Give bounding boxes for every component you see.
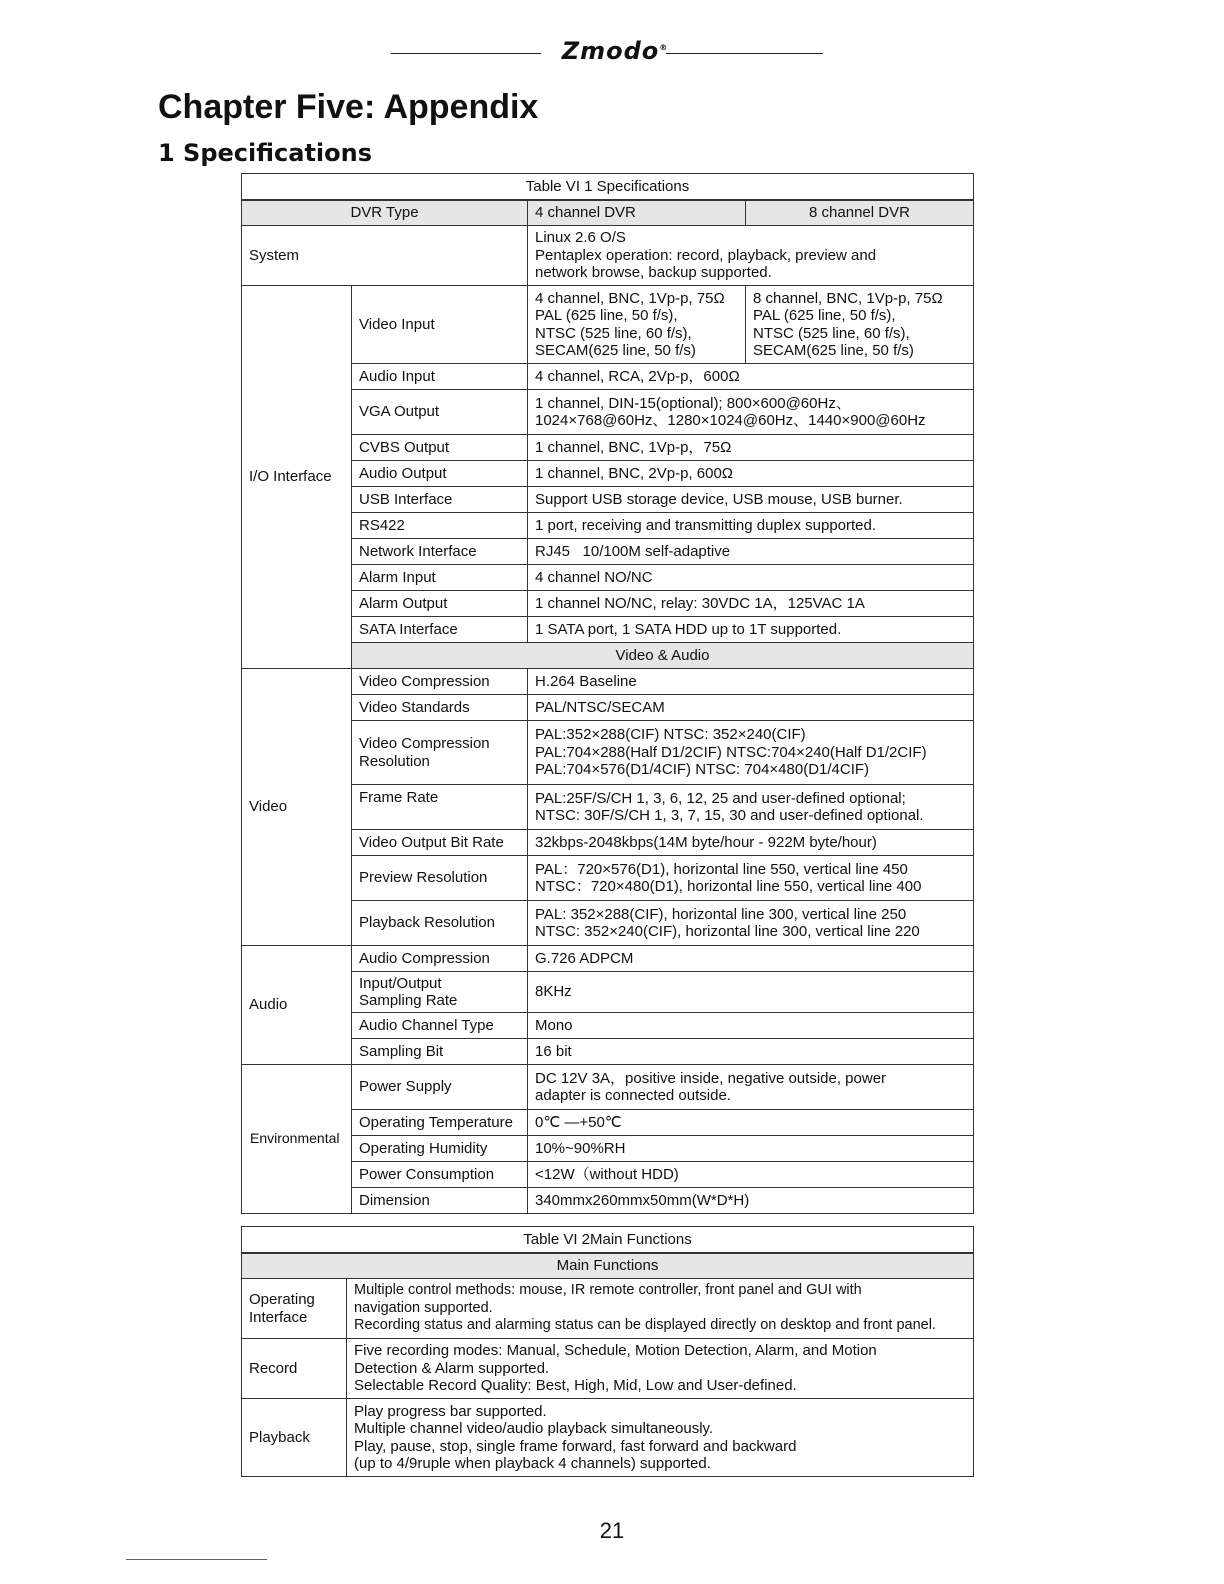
row-value [347,1339,974,1399]
row-value [347,1399,974,1477]
row-value: PAL/NTSC/SECAM [528,695,974,721]
header-rule-left [391,53,541,54]
row-value [528,785,974,830]
row-label: Audio Input [352,364,528,390]
table-row [242,226,974,286]
row-label: Sampling Bit [352,1039,528,1065]
value-line: NTSC (525 line, 60 f/s), [535,324,692,342]
col-8ch: 8 channel DVR [746,200,974,226]
table-row [242,1162,974,1188]
row-value: 1 channel, BNC, 2Vp-p, 600Ω [528,461,974,487]
value-line: Linux 2.6 O/S [535,229,626,247]
row-label: Operating Humidity [352,1136,528,1162]
row-value [347,1279,974,1339]
table-row [242,539,974,565]
section-heading-video-audio: Video & Audio [352,643,974,669]
row-label: USB Interface [352,487,528,513]
value-line: PAL (625 line, 50 f/s), [753,307,896,324]
row-label: System [242,226,528,286]
table-row [242,390,974,435]
group-label: Environmental [242,1065,352,1214]
page-number: 21 [599,1518,625,1543]
table-row [242,1065,974,1110]
value-line: PAL:352×288(CIF) NTSC: 352×240(CIF) [535,726,806,744]
table-row [242,487,974,513]
value-line: PAL (625 line, 50 f/s), [535,307,678,324]
value-line: Play progress bar supported. [354,1402,547,1420]
row-value: 16 bit [528,1039,974,1065]
table-row [242,972,974,1013]
value-line: NTSC (525 line, 60 f/s), [753,324,910,342]
row-label: Video Compression [352,669,528,695]
row-value: 4 channel NO/NC [528,565,974,591]
value-line: Play, pause, stop, single frame forward, fast forward and backward [354,1437,797,1455]
row-value: 8KHz [528,972,974,1013]
label-line: Video Compression [359,735,490,752]
row-label: Power Consumption [352,1162,528,1188]
value-line: Multiple channel video/audio playback simultaneously. [354,1420,714,1437]
table-row [242,617,974,643]
row-value [528,390,974,435]
col-4ch: 4 channel DVR [528,200,746,226]
value-line: Selectable Record Quality: Best, High, Mid, Low and User-defined. [354,1377,797,1395]
row-value [528,856,974,901]
value-line: SECAM(625 line, 50 f/s) [753,342,914,359]
row-value: 32kbps-2048kbps(14M byte/hour - 922M byte/hour) [528,830,974,856]
row-label [352,972,528,1013]
row-label: Frame Rate [352,785,528,830]
row-value: 1 channel, BNC, 1Vp-p，75Ω [528,435,974,461]
row-label: Record [242,1339,347,1399]
row-label: SATA Interface [352,617,528,643]
table-row [242,721,974,785]
row-label: Playback [242,1399,347,1477]
table-row [242,591,974,617]
label-line: Resolution [359,752,430,770]
row-label: Preview Resolution [352,856,528,901]
group-label: Audio [242,946,352,1065]
table-row [242,695,974,721]
row-label [352,721,528,785]
label-line: Input/Output [359,974,442,992]
value-line: 1024×768@60Hz、1280×1024@60Hz、1440×900@60Hz [535,412,926,429]
header-rule-right [666,53,823,54]
value-line: navigation supported. [354,1299,493,1316]
value-line: NTSC：720×480(D1), horizontal line 550, vertical line 400 [535,878,922,895]
row-label: Video Output Bit Rate [352,830,528,856]
table-row [242,1188,974,1214]
table-row [242,901,974,946]
row-label: Alarm Output [352,591,528,617]
section-heading-row [242,643,974,669]
row-label: Audio Compression [352,946,528,972]
row-value: 10%~90%RH [528,1136,974,1162]
label-line: Operating [249,1291,315,1308]
value-line: PAL：720×576(D1), horizontal line 550, vertical line 450 [535,860,908,878]
value-line: Five recording modes: Manual, Schedule, Motion Detection, Alarm, and Motion [354,1342,877,1360]
row-label: VGA Output [352,390,528,435]
row-value [528,721,974,785]
functions-table-caption: Table VI 2Main Functions [242,1227,974,1253]
row-value [528,286,746,364]
table-row [242,856,974,901]
table-row [242,461,974,487]
value-line: PAL:704×288(Half D1/2CIF) NTSC:704×240(Half D1/2CIF) [535,743,927,761]
value-line: NTSC: 352×240(CIF), horizontal line 300, vertical line 220 [535,923,920,940]
row-label: CVBS Output [352,435,528,461]
table-row [242,435,974,461]
row-value [528,901,974,946]
group-label: Video [242,669,352,946]
footnote-rule [126,1559,267,1560]
value-line: PAL: 352×288(CIF), horizontal line 300, vertical line 250 [535,905,907,923]
chapter-title: Chapter Five: Appendix [158,88,539,126]
row-value: H.264 Baseline [528,669,974,695]
row-label: Video Input [352,286,528,364]
row-value: Mono [528,1013,974,1039]
table-row [242,1039,974,1065]
col-dvr-type: DVR Type [242,200,528,226]
row-label: Playback Resolution [352,901,528,946]
row-value: 0℃ —+50℃ [528,1110,974,1136]
row-label: Dimension [352,1188,528,1214]
table-row [242,1136,974,1162]
table-row [242,669,974,695]
row-value: RJ45 10/100M self-adaptive [528,539,974,565]
value-line: Recording status and alarming status can be displayed directly on desktop and front panel. [354,1317,936,1334]
row-label: Network Interface [352,539,528,565]
table-row [242,286,974,364]
row-label: Video Standards [352,695,528,721]
value-line: adapter is connected outside. [535,1087,731,1104]
value-line: NTSC: 30F/S/CH 1, 3, 7, 15, 30 and user-defined optional. [535,807,924,824]
label-line: Sampling Rate [359,992,458,1009]
row-value: <12W（without HDD) [528,1162,974,1188]
row-value [746,286,974,364]
spec-table-caption: Table VI 1 Specifications [242,174,974,200]
value-line: DC 12V 3A，positive inside, negative outside, power [535,1069,887,1087]
functions-heading: Main Functions [242,1253,974,1279]
value-line: 4 channel, BNC, 1Vp-p, 75Ω [535,289,725,307]
value-line: PAL:704×576(D1/4CIF) NTSC: 704×480(D1/4CIF) [535,761,870,779]
row-label: Alarm Input [352,565,528,591]
table-row [242,1339,974,1399]
value-line: (up to 4/9ruple when playback 4 channels) supported. [354,1455,711,1472]
row-value: 1 SATA port, 1 SATA HDD up to 1T supported. [528,617,974,643]
value-line: Pentaplex operation: record, playback, preview and [535,246,877,264]
table-row [242,1013,974,1039]
table-row [242,1279,974,1339]
row-label [242,1279,347,1339]
value-line: Detection & Alarm supported. [354,1359,550,1377]
value-line: PAL:25F/S/CH 1, 3, 6, 12, 25 and user-defined optional; [535,789,906,807]
row-label: Audio Output [352,461,528,487]
row-value [528,226,974,286]
spec-table-caption-row [242,174,974,200]
group-label: I/O Interface [242,286,352,669]
row-label: Operating Temperature [352,1110,528,1136]
row-value: 340mmx260mmx50mm(W*D*H) [528,1188,974,1214]
value-line: network browse, backup supported. [535,264,772,282]
functions-table-caption-row [242,1227,974,1253]
brand-logo: Zmodo® [561,37,669,65]
functions-table [241,1226,974,1477]
table-row [242,830,974,856]
row-value [528,1065,974,1110]
row-value: 1 channel NO/NC, relay: 30VDC 1A，125VAC 1A [528,591,974,617]
row-label: RS422 [352,513,528,539]
row-value: G.726 ADPCM [528,946,974,972]
functions-heading-row [242,1253,974,1279]
table-row [242,946,974,972]
label-line: Interface [249,1308,308,1326]
table-row [242,565,974,591]
table-row [242,785,974,830]
row-value: 1 port, receiving and transmitting duplex supported. [528,513,974,539]
row-value: Support USB storage device, USB mouse, USB burner. [528,487,974,513]
value-line: SECAM(625 line, 50 f/s) [535,342,696,359]
section-title: 1 Specifications [158,139,373,167]
value-line: Multiple control methods: mouse, IR remote controller, front panel and GUI with [354,1282,862,1299]
table-row [242,513,974,539]
table-row [242,1399,974,1477]
value-line: 8 channel, BNC, 1Vp-p, 75Ω [753,289,943,307]
table-row [242,1110,974,1136]
row-value: 4 channel, RCA, 2Vp-p，600Ω [528,364,974,390]
table-row [242,364,974,390]
row-label: Audio Channel Type [352,1013,528,1039]
row-label: Power Supply [352,1065,528,1110]
spec-table [241,173,974,1214]
spec-table-header-row [242,200,974,226]
value-line: 1 channel, DIN-15(optional); 800×600@60Hz、 [535,394,851,412]
